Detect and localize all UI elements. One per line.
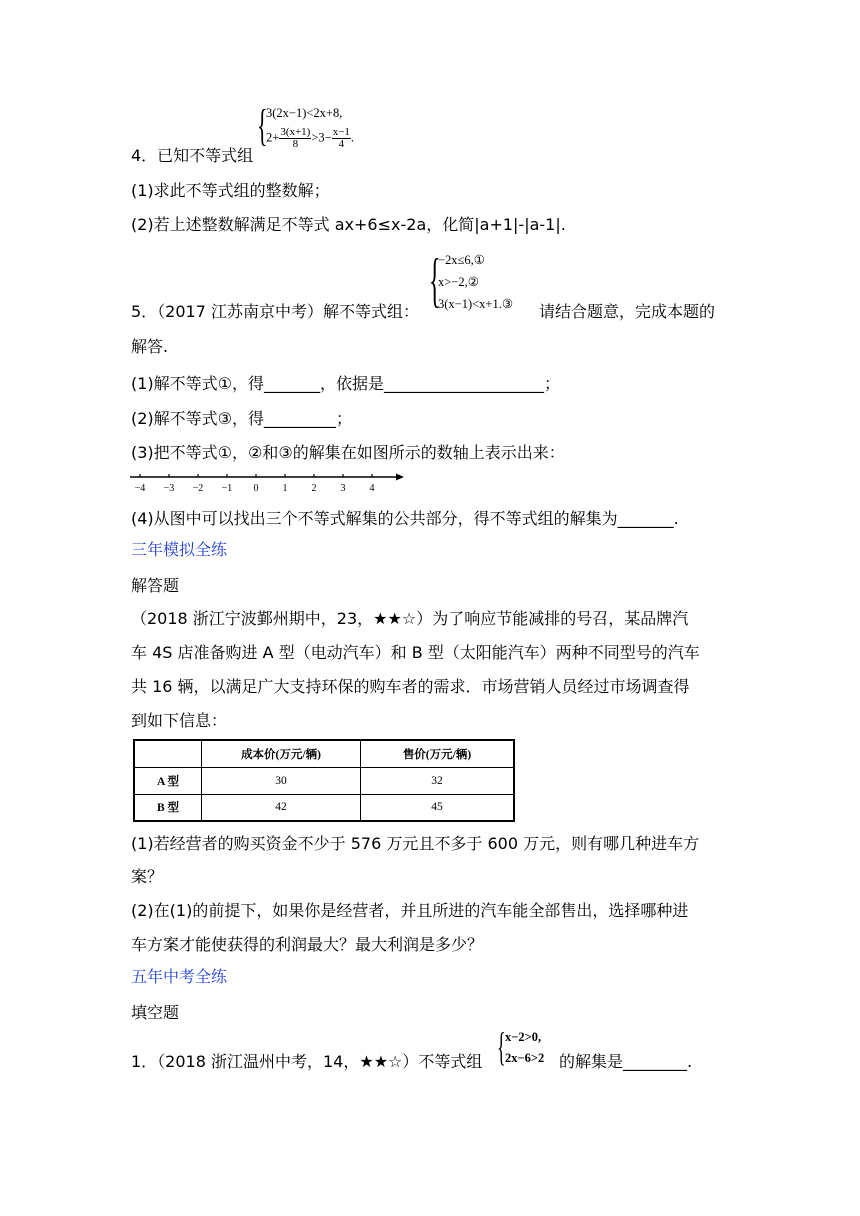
table-cell: B 型 <box>134 794 202 821</box>
q5-part2: (2)解不等式③，得_________； <box>131 409 353 428</box>
q5-part4: (4)从图中可以找出三个不等式解集的公共部分，得不等式组的解集为_______. <box>131 509 679 528</box>
number-line-tick-label: 4 <box>369 483 375 494</box>
table-header-cell <box>134 740 202 767</box>
problem-line-4: 到如下信息： <box>131 711 228 730</box>
table-cell: 45 <box>361 794 515 821</box>
q5-brace: { <box>429 247 441 313</box>
q5-system-line3: 3(x−1)<x+1.③ <box>438 297 514 311</box>
question-2-line-a: (2)在(1)的前提下，如果你是经营者，并且所进的汽车能全部售出，选择哪种进 <box>131 901 689 920</box>
sec2-question-1-text: 1．（2018 浙江温州中考，14，★★☆）不等式组 <box>131 1052 483 1071</box>
table-header-cell: 成本价(万元/辆) <box>202 740 361 767</box>
q4-brace: { <box>257 101 268 150</box>
q5-part1: (1)解不等式①，得_______，依据是____________________； <box>131 374 561 393</box>
problem-line-3: 共 16 辆，以满足广大支持环保的购车者的需求．市场营销人员经过市场调查得 <box>131 677 690 696</box>
table-header-row <box>134 740 514 767</box>
table-cell: 42 <box>202 794 361 821</box>
table-header-cell: 售价(万元/辆) <box>361 740 515 767</box>
table-cell: A 型 <box>134 767 202 794</box>
section-title-wunian: 五年中考全练 <box>131 967 228 986</box>
problem-line-1: （2018 浙江宁波鄞州期中，23，★★☆）为了响应节能减排的号召，某品牌汽 <box>131 609 689 628</box>
sec2-system-line1: x−2>0, <box>505 1030 542 1044</box>
price-table <box>133 739 515 822</box>
q5-part3: (3)把不等式①，②和③的解集在如图所示的数轴上表示出来： <box>131 443 565 462</box>
table-row <box>134 767 514 794</box>
table-cell: 30 <box>202 767 361 794</box>
number-line-tick-label: −2 <box>192 483 204 494</box>
number-line-tick-label: 2 <box>311 483 317 494</box>
q4-part1: (1)求此不等式组的整数解； <box>131 181 330 200</box>
q5-system-line1: −2x≤6,① <box>438 253 485 267</box>
q5-intro-text: 5．（2017 江苏南京中考）解不等式组： <box>131 302 419 321</box>
question-1-line-a: (1)若经营者的购买资金不少于 576 万元且不多于 600 万元，则有哪几种进车方 <box>131 834 700 853</box>
section-type-tiankong: 填空题 <box>131 1003 180 1022</box>
number-line-tick-label: −4 <box>134 483 146 494</box>
table-row <box>134 794 514 821</box>
problem-line-2: 车 4S 店准备购进 A 型（电动汽车）和 B 型（太阳能汽车）两种不同型号的汽车 <box>131 643 700 662</box>
number-line-tick-label: 1 <box>282 483 288 494</box>
question-1-line-b: 案？ <box>131 867 164 886</box>
question-2-line-b: 车方案才能使获得的利润最大？最大利润是多少？ <box>131 935 484 954</box>
number-line-tick-label: −3 <box>163 483 175 494</box>
q4-part2: (2)若上述整数解满足不等式 ax+6≤x-2a，化简|a+1|-|a-1|. <box>131 215 566 234</box>
number-line-tick-label: 0 <box>253 483 259 494</box>
q4-intro: 4．已知不等式组 <box>131 146 254 165</box>
section-type-jieda: 解答题 <box>131 576 180 595</box>
sec2-system-line2: 2x−6>2 <box>505 1051 545 1065</box>
q5-system-line2: x>−2,② <box>438 275 479 289</box>
number-line-tick-label: 3 <box>340 483 346 494</box>
q4-system-line1: 3(2x−1)<2x+8, <box>266 106 343 120</box>
q5-intro2: 解答. <box>131 337 169 356</box>
q5-intro-tail: 请结合题意，完成本题的 <box>539 302 716 321</box>
table-cell: 32 <box>361 767 515 794</box>
q4-system-line2: 2+ $\frac{3(x+1)}{8}$ >3− $\frac{x-1}{4}$ . <box>266 126 355 150</box>
sec2-brace: { <box>497 1024 506 1069</box>
number-line-tick-label: −1 <box>221 483 233 494</box>
sec2-question-1-tail: 的解集是________. <box>559 1052 693 1071</box>
number-line <box>128 470 408 500</box>
section-title-sannian: 三年模拟全练 <box>131 540 228 559</box>
